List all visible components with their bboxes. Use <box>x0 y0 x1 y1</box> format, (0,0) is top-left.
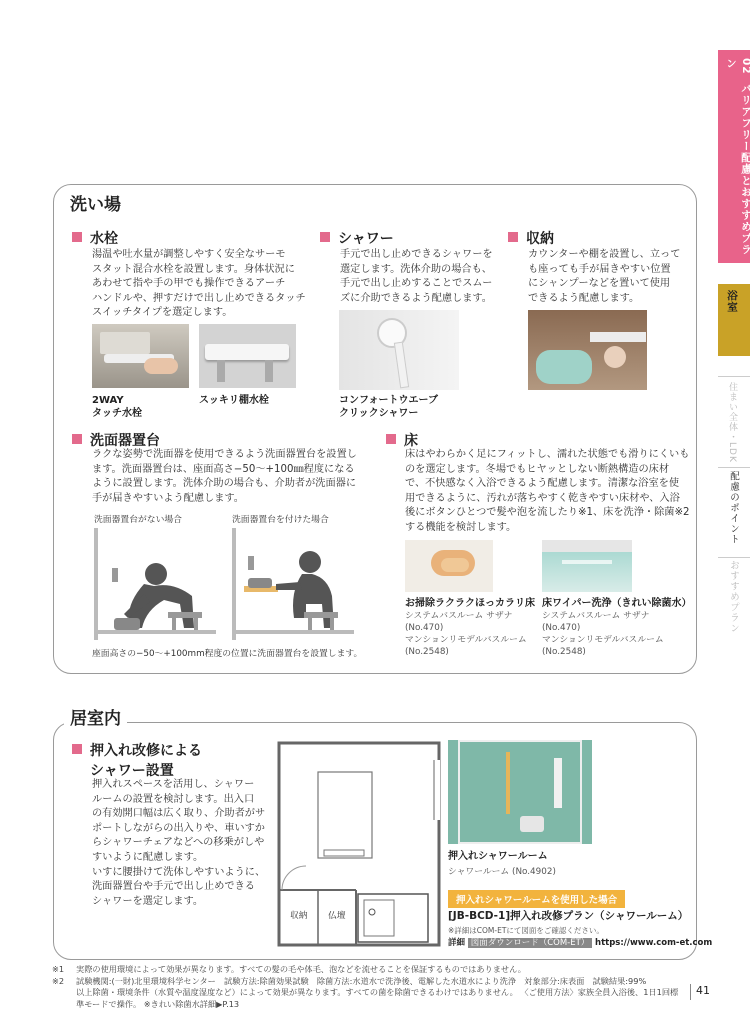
side-tab-bathroom[interactable] <box>718 284 750 356</box>
senmen-text: ラクな姿勢で洗面器を使用できるよう洗面器置台を設置し ます。洗面器置台は、座面高さ−50～+100㎜程度になる ように設置します。洗体介助の場合も、介助者が洗面器に 手が届きやすいよう配慮します。 <box>92 449 357 504</box>
download-row <box>448 936 712 948</box>
kyoshitsu-heading: 押入れ改修による シャワー設置 <box>72 740 202 780</box>
footnote-1-mark: ※1 <box>52 964 65 974</box>
touch-faucet-caption: 2WAY タッチ水栓 <box>92 395 142 419</box>
shower-room-sub: シャワールーム (No.4902) <box>448 867 556 877</box>
shower-caption: コンフォートウエーブ クリックシャワー <box>339 395 438 419</box>
side-tab-plans[interactable] <box>718 560 750 646</box>
shower-room-caption: 押入れシャワールーム <box>448 851 548 862</box>
plan-label-storage: 収納 <box>290 911 308 921</box>
fig1-label: 洗面器置台がない場合 <box>94 515 182 525</box>
arai-title: 洗い場 <box>64 190 127 215</box>
tab-divider <box>718 557 750 558</box>
footnote-2-line1: 試験機関:(一財)北里環境科学センター 試験方法:除菌効果試験 除菌方法:水道水で洗浄後、電解した水道水により洗浄 対象部分:床表面 試験結果:99% <box>76 975 647 986</box>
bullet-square <box>72 744 82 754</box>
kyoshitsu-text: 押入れスペースを活用し、シャワー ルームの設置を検討します。出入口 の有効開口幅は広く取り、介助者がサ ポートしながらの出入りや、車いすか らシャワーチェアなどへの移乗がしや すいように配慮します。 いすに腰掛けて洗体しやすいように、 洗面器置台や手元で出し止めできる シャワーを選定します。 <box>92 779 266 907</box>
shelf-faucet-caption: スッキリ棚水栓 <box>199 395 269 406</box>
shower-heading: シャワー <box>320 228 394 248</box>
shuno-heading: 収納 <box>508 228 554 248</box>
shuno-text: カウンターや棚を設置し、立って も座っても手が届きやすい位置 にシャンプーなどを置いて使用 できるよう配慮します。 <box>528 249 681 304</box>
yuka-heading: 床 <box>386 430 418 450</box>
footnote-2-mark: ※2 <box>52 975 65 986</box>
side-tab-number: 02 <box>740 58 752 75</box>
side-tab-whole-house-label: 住まい全体・LDK <box>727 382 737 463</box>
fig2-label: 洗面器置台を付けた場合 <box>232 515 329 525</box>
download-link[interactable]: 図面ダウンロード（COM-ET） <box>468 938 593 948</box>
download-detail-label: 詳細 <box>448 938 466 948</box>
suisen-heading: 水栓 <box>72 228 118 248</box>
bullet-square <box>72 232 82 242</box>
footnote-1-text: 実際の使用環境によって効果が異なります。すべての髪の毛や体毛、泡などを流せることを保証するものではありません。 <box>76 964 526 974</box>
easy-clean-floor-info: お掃除ラクラクほっカラリ床 システムバスルーム サザナ (No.470) マンションリモデルバスルーム (No.2548) <box>405 598 535 657</box>
footnotes <box>52 964 692 1010</box>
side-tab-plans-label: おすすめプラン <box>728 560 739 634</box>
with-stand-illustration <box>232 528 354 640</box>
side-tab-label: バリアフリー配慮とおすすめプラン <box>725 58 752 256</box>
floor-wiper-photo <box>542 540 632 592</box>
footnote-2-line3: 準モードで操作。 ※きれい除菌水詳細▶P.13 <box>76 998 240 1009</box>
bullet-square <box>386 434 396 444</box>
shelf-faucet-photo <box>199 324 296 388</box>
plan-label-altar: 仏壇 <box>328 911 346 921</box>
side-tab-points-label: 配慮のポイント <box>728 471 739 545</box>
side-tab-whole-house[interactable] <box>718 378 750 466</box>
bullet-square <box>508 232 518 242</box>
usage-badge: 押入れシャワールームを使用した場合 <box>448 890 625 908</box>
footnote-2-line2: 以上除菌・環境条件（水質や温度湿度など）によって効果が異なります。すべての菌を除菌できるわけではありません。 〈ご使用方法〉家族全員入浴後、1日1回標 <box>76 987 679 997</box>
yuka-text: 床はやわらかく足にフィットし、濡れた状態でも滑りにくいも のを選定します。冬場でもヒヤッとしない断熱構造の床材 で、不快感なく入浴できるよう配慮します。清潔な浴室を使 用できるように、汚れが落ちやすく乾きやすい床材や、入浴 後にボタンひとつで髪や泡を流したり※1、床を洗浄・除菌※2 する機能を検討します。 <box>405 449 690 533</box>
shower-text: 手元で出し止めできるシャワーを 選定します。洗体介助の場合も、 手元で出し止めすることでスムー ズに介助できるよう配慮します。 <box>340 249 493 304</box>
plan-note: ※詳細はCOM-ETにて図面をご確認ください。 <box>448 926 604 935</box>
easy-clean-floor-photo <box>405 540 493 592</box>
touch-faucet-photo <box>92 324 189 388</box>
page-number-divider <box>690 984 691 1000</box>
senmen-heading: 洗面器置台 <box>72 430 160 450</box>
no-stand-illustration <box>94 528 216 640</box>
suisen-text: 湯温や吐水量が調整しやすく安全なサーモ スタット混合水栓を設置します。身体状況に あわせて指や手の甲でも操作できるアーチ ハンドルや、押すだけで出し止めできるタッチ スイッチタイプを選定します。 <box>92 249 306 319</box>
bullet-square <box>320 232 330 242</box>
side-tab-bathroom-label: 浴室 <box>726 290 738 313</box>
floor-wiper-info: 床ワイパー洗浄（きれい除菌水） システムバスルーム サザナ (No.470) マンションリモデルバスルーム (No.2548) <box>542 598 692 657</box>
side-tab-barrier-free[interactable] <box>718 50 750 263</box>
side-tab-points[interactable] <box>718 469 750 555</box>
senmen-note: 座面高さの−50～+100mm程度の位置に洗面器置台を設置します。 <box>92 649 363 659</box>
bullet-square <box>72 434 82 444</box>
page-number: 41 <box>696 984 710 997</box>
tab-divider <box>718 376 750 377</box>
tab-divider <box>718 467 750 468</box>
plan-title: [JB-BCD-1]押入れ改修プラン（シャワールーム） <box>448 910 689 922</box>
shower-photo <box>339 310 459 390</box>
download-url[interactable]: https://www.com-et.com <box>595 938 713 948</box>
kyoshitsu-title: 居室内 <box>64 704 127 729</box>
storage-photo <box>528 310 647 390</box>
shower-room-photo <box>448 740 592 844</box>
